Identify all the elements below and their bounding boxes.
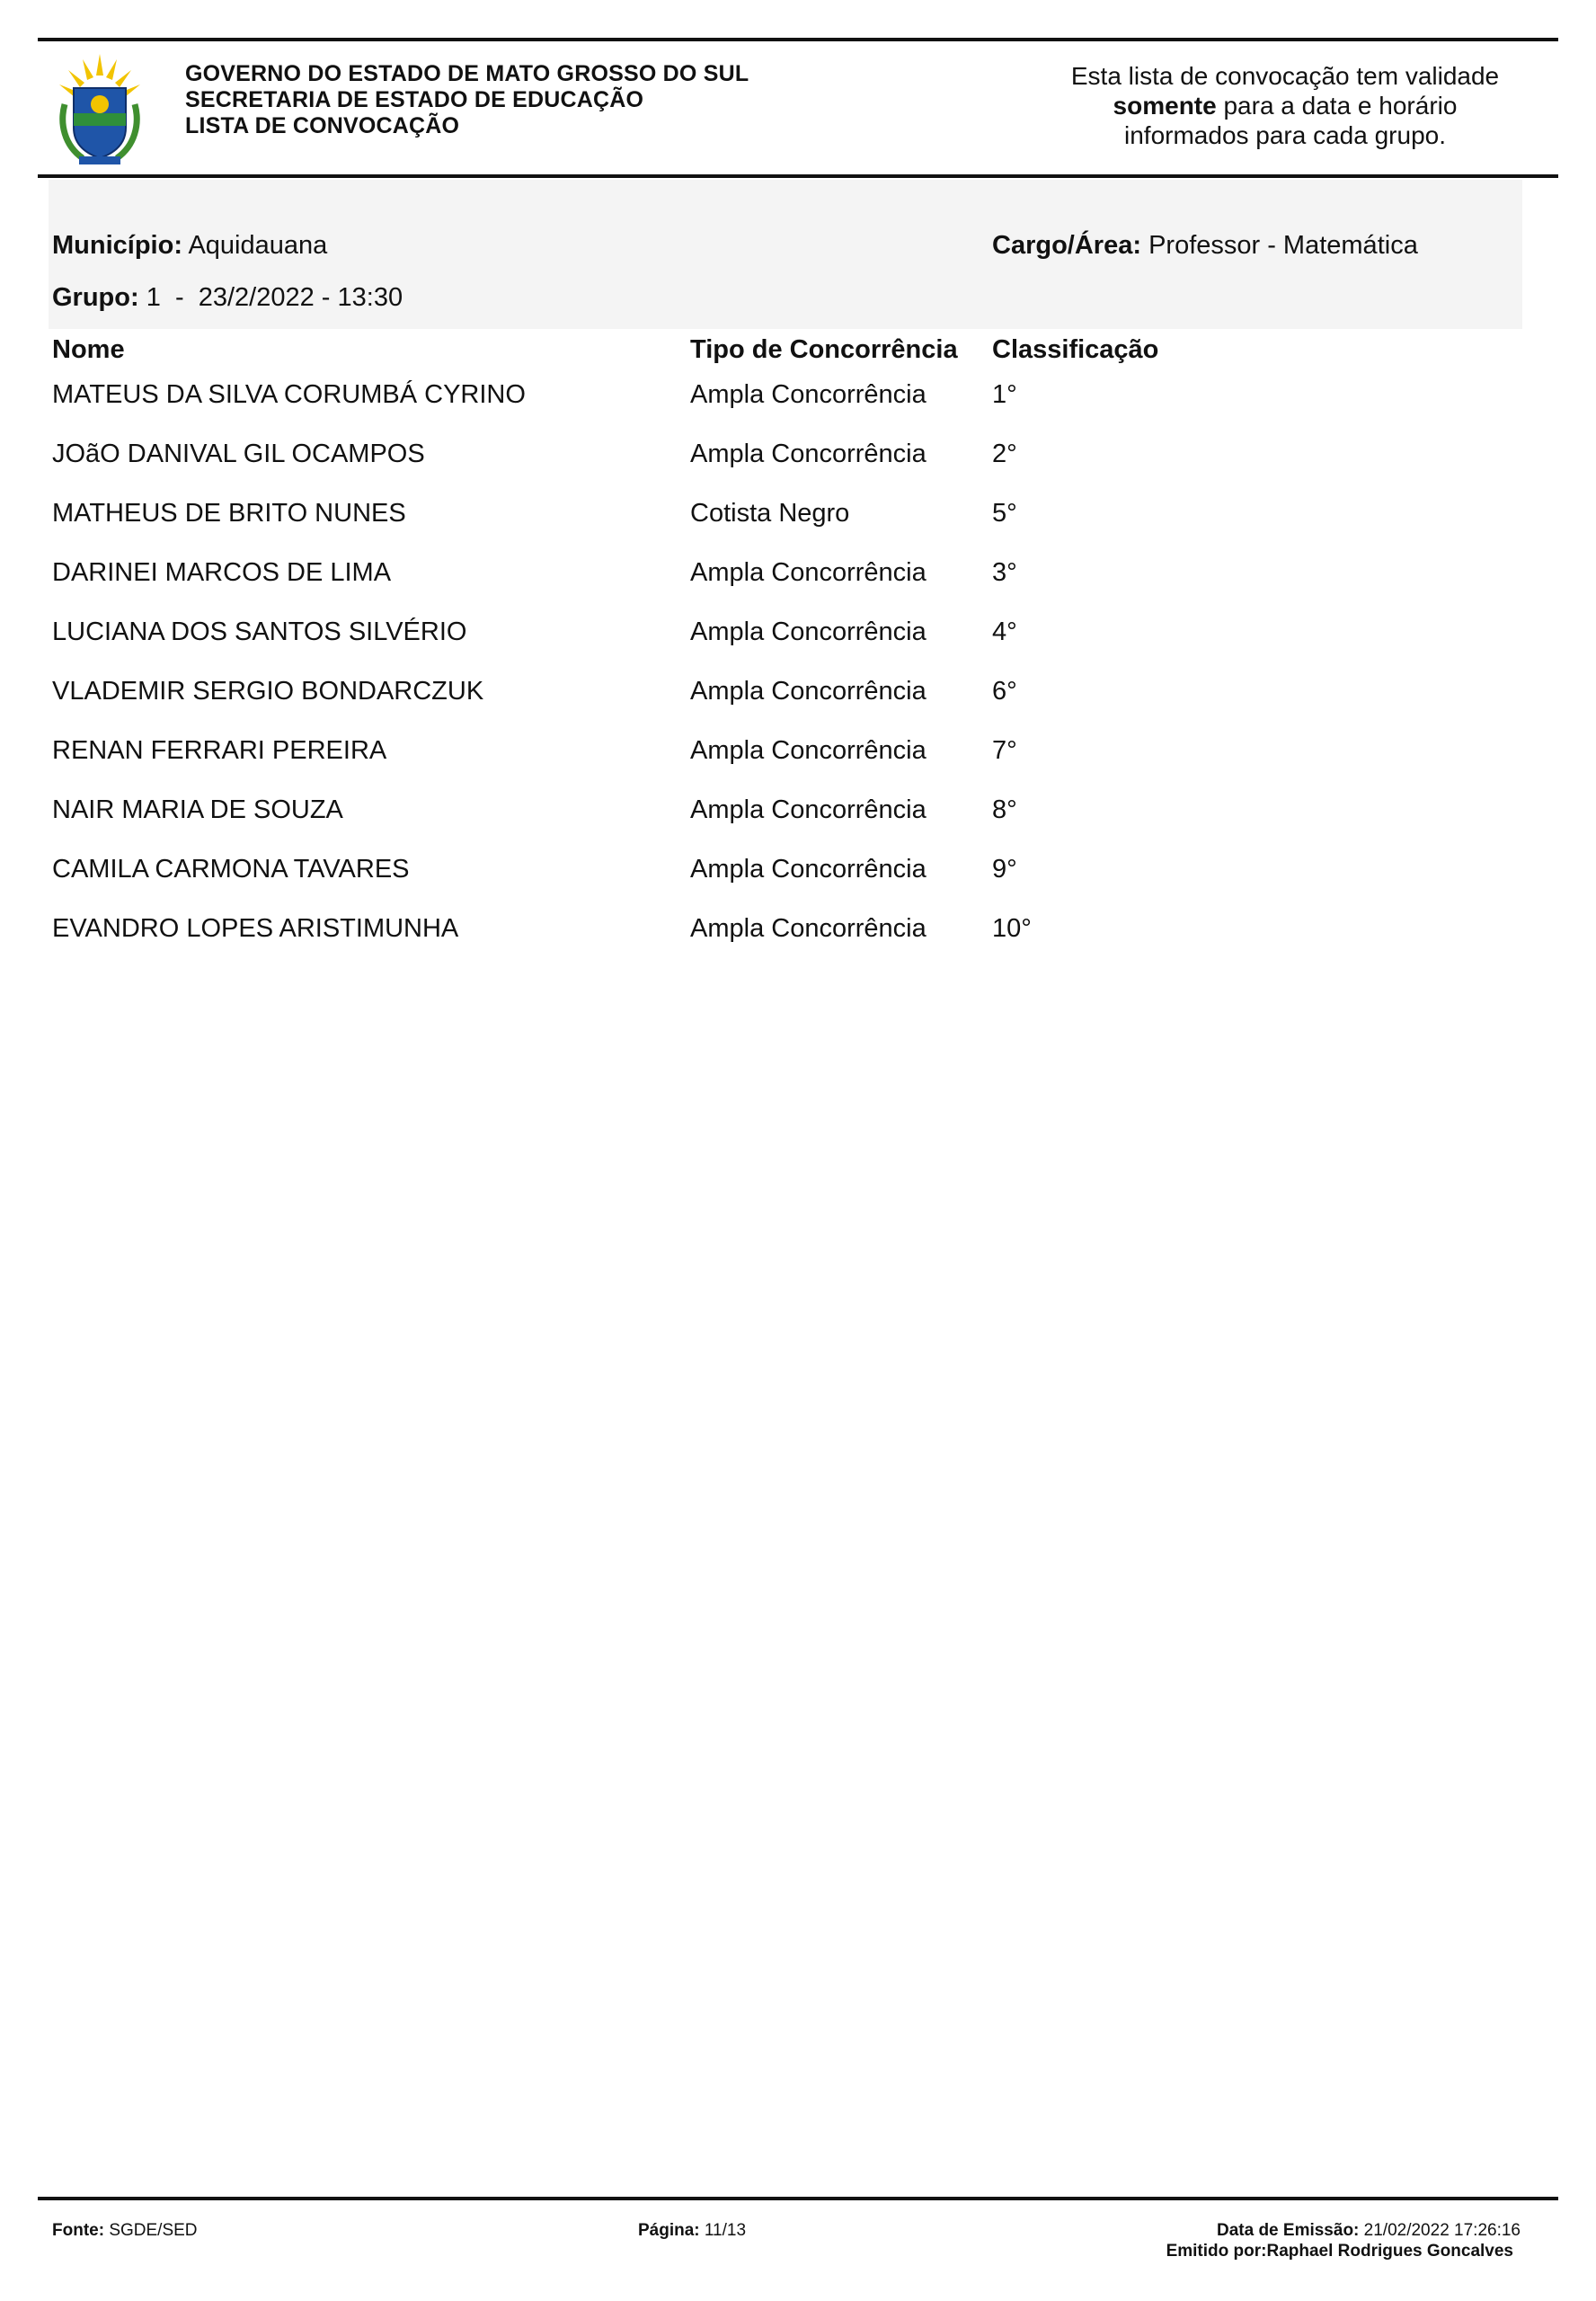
footer-issued-value: Raphael Rodrigues Goncalves bbox=[1266, 2242, 1513, 2261]
candidate-classificacao: 10° bbox=[992, 914, 1032, 943]
candidate-tipo: Cotista Negro bbox=[690, 499, 850, 528]
cargo-label: Cargo/Área: bbox=[992, 231, 1141, 260]
table-row bbox=[0, 439, 1596, 498]
notice-line-2-rest: para a data e horário bbox=[1216, 92, 1458, 120]
footer-source-label: Fonte: bbox=[52, 2221, 105, 2240]
table-row bbox=[0, 735, 1596, 795]
header-document-title: LISTA DE CONVOCAÇÃO bbox=[185, 113, 460, 138]
candidate-tipo: Ampla Concorrência bbox=[690, 914, 927, 943]
footer-issued-by bbox=[1166, 2241, 1513, 2261]
footer-page-label: Página: bbox=[638, 2221, 700, 2240]
candidate-classificacao: 5° bbox=[992, 499, 1017, 528]
footer-emission-date bbox=[1217, 2220, 1521, 2241]
candidate-classificacao: 1° bbox=[992, 380, 1017, 409]
candidate-tipo: Ampla Concorrência bbox=[690, 440, 927, 468]
candidate-tipo: Ampla Concorrência bbox=[690, 855, 927, 884]
table-row bbox=[0, 617, 1596, 676]
validity-notice bbox=[1024, 61, 1546, 150]
notice-line-3: informados para cada grupo. bbox=[1124, 121, 1446, 149]
footer-page bbox=[638, 2220, 746, 2241]
footer-emission-label: Data de Emissão: bbox=[1216, 2221, 1360, 2240]
candidate-tipo: Ampla Concorrência bbox=[690, 677, 927, 706]
grupo-label: Grupo: bbox=[52, 283, 139, 312]
header-secretariat-title: SECRETARIA DE ESTADO DE EDUCAÇÃO bbox=[185, 87, 644, 112]
candidate-classificacao: 6° bbox=[992, 677, 1017, 706]
candidate-name: RENAN FERRARI PEREIRA bbox=[52, 736, 387, 765]
grupo-value: 1 - 23/2/2022 - 13:30 bbox=[146, 283, 403, 312]
candidate-tipo: Ampla Concorrência bbox=[690, 736, 927, 765]
table-row bbox=[0, 913, 1596, 973]
candidate-classificacao: 7° bbox=[992, 736, 1017, 765]
column-header-tipo: Tipo de Concorrência bbox=[690, 335, 958, 364]
candidate-tipo: Ampla Concorrência bbox=[690, 380, 927, 409]
column-header-classificacao: Classificação bbox=[992, 335, 1159, 364]
municipio-label: Município: bbox=[52, 231, 182, 260]
candidate-name: EVANDRO LOPES ARISTIMUNHA bbox=[52, 914, 459, 943]
header-government-title: GOVERNO DO ESTADO DE MATO GROSSO DO SUL bbox=[185, 61, 749, 86]
candidate-name: MATHEUS DE BRITO NUNES bbox=[52, 499, 406, 528]
candidate-name: LUCIANA DOS SANTOS SILVÉRIO bbox=[52, 617, 467, 646]
candidate-tipo: Ampla Concorrência bbox=[690, 795, 927, 824]
candidate-classificacao: 8° bbox=[992, 795, 1017, 824]
candidate-name: CAMILA CARMONA TAVARES bbox=[52, 855, 410, 884]
cargo-field bbox=[992, 230, 1418, 261]
state-coat-of-arms-icon bbox=[47, 52, 153, 169]
municipio-value: Aquidauana bbox=[188, 231, 328, 260]
candidate-name: NAIR MARIA DE SOUZA bbox=[52, 795, 343, 824]
table-row bbox=[0, 498, 1596, 557]
notice-line-1: Esta lista de convocação tem validade bbox=[1070, 62, 1500, 90]
table-row bbox=[0, 854, 1596, 913]
candidate-classificacao: 4° bbox=[992, 617, 1017, 646]
candidate-tipo: Ampla Concorrência bbox=[690, 558, 927, 587]
top-rule bbox=[38, 38, 1558, 41]
column-header-nome: Nome bbox=[52, 335, 125, 364]
municipio-field bbox=[52, 230, 327, 261]
footer-source-value: SGDE/SED bbox=[104, 2221, 198, 2240]
footer-page-value: 11/13 bbox=[699, 2221, 747, 2240]
table-row bbox=[0, 676, 1596, 735]
candidate-name: MATEUS DA SILVA CORUMBÁ CYRINO bbox=[52, 380, 526, 409]
candidate-tipo: Ampla Concorrência bbox=[690, 617, 927, 646]
grupo-field bbox=[52, 282, 403, 313]
candidate-name: DARINEI MARCOS DE LIMA bbox=[52, 558, 392, 587]
candidate-classificacao: 9° bbox=[992, 855, 1017, 884]
notice-emphasis: somente bbox=[1113, 92, 1217, 120]
table-row bbox=[0, 795, 1596, 854]
candidate-classificacao: 2° bbox=[992, 440, 1017, 468]
table-row bbox=[0, 557, 1596, 617]
footer-rule bbox=[38, 2197, 1558, 2200]
candidate-classificacao: 3° bbox=[992, 558, 1017, 587]
footer-source bbox=[52, 2220, 198, 2241]
header-rule bbox=[38, 174, 1558, 178]
footer-issued-label: Emitido por: bbox=[1166, 2242, 1267, 2261]
candidate-name: JOãO DANIVAL GIL OCAMPOS bbox=[52, 440, 425, 468]
notice-line-2 bbox=[1024, 91, 1546, 120]
footer-emission-value: 21/02/2022 17:26:16 bbox=[1359, 2221, 1521, 2240]
candidate-name: VLADEMIR SERGIO BONDARCZUK bbox=[52, 677, 484, 706]
table-row bbox=[0, 379, 1596, 439]
cargo-value: Professor - Matemática bbox=[1148, 231, 1418, 260]
